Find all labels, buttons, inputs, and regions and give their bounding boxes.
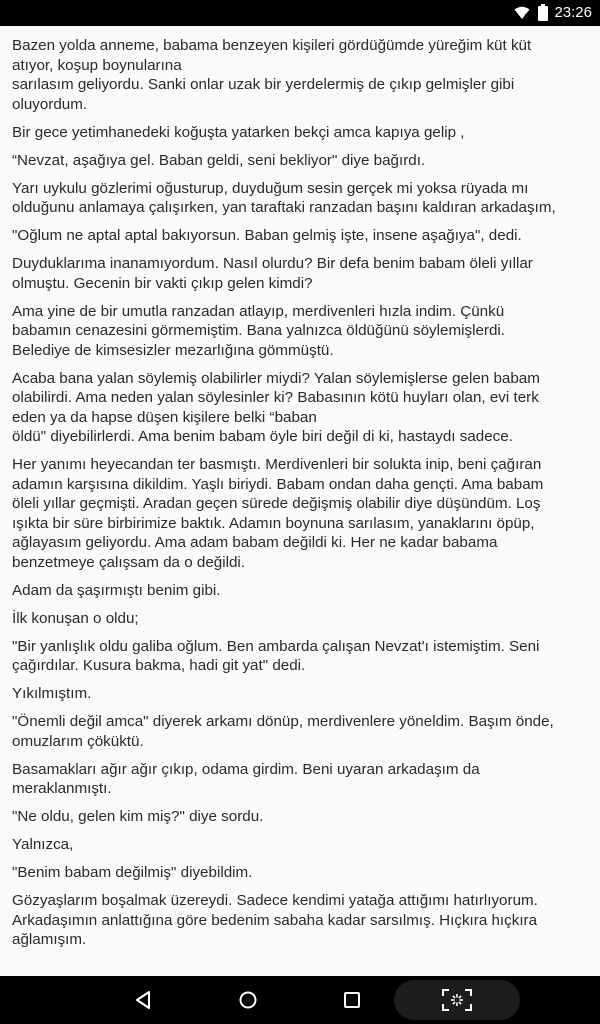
navigation-bar bbox=[0, 976, 600, 1024]
article-paragraph: Duyduklarıma inanamıyordum. Nasıl olurdu? Bir defa benim babam öleli yıllar olmuştu. Gecenin bir vakti çıkıp gelen kimdi? bbox=[12, 255, 533, 292]
article-paragraph: Basamakları ağır ağır çıkıp, odama girdim. Beni uyaran arkadaşım da meraklanmıştı. bbox=[12, 760, 480, 797]
article-paragraph: Bazen yolda anneme, babama benzeyen kişileri gördüğümde yüreğim küt küt atıyor, koşup boynularına sarılasım geliyordu. Sanki onlar uzak bir yerdelermiş de çıkıp gelmişler gibi oluyordum. bbox=[12, 37, 532, 113]
article-paragraph: Her yanımı heyecandan ter basmıştı. Merdivenleri bir solukta inip, beni çağıran adamın karşısına dikildim. Yaşlı biriydi. Babam ondan daha gençti. Ama babam öleli yıllar geçmişti. Aradan geçen sürede değişmiş olabilir diye düşündüm. Loş ışıkta bir süre birbirimize baktık. Adamın boynuna sarılasım, yanaklarını öpüp, ağlayasım geliyordu. Ama adam babam değildi ki. Her ne kadar babama benzetmeye çalışsam da o değildi. bbox=[12, 456, 544, 571]
article-paragraph: Ama yine de bir umutla ranzadan atlayıp, merdivenleri hızla indim. Çünkü babamın cenazesini görmemiştim. Bana yalnızca öldüğünü söylemişlerdi. Belediye de kimsesizler mezarlığına gömmüştü. bbox=[12, 302, 505, 359]
recents-icon bbox=[343, 991, 361, 1009]
article-paragraph: "Oğlum ne aptal aptal bakıyorsun. Baban gelmiş işte, insene aşağıya", dedi. bbox=[12, 227, 522, 244]
home-icon bbox=[238, 990, 258, 1010]
article-paragraph: Acaba bana yalan söylemiş olabilirler miydi? Yalan söylemişlerse gelen babam olabilirdi. Ama neden yalan söylesinler ki? Babasının kötü huyları olan, evi terk eden ya da hapse düşen kişilere belki “baban öldü" diyebilirlerdi. Ama benim babam öyle biri değil di ki, hastaydı sadece. bbox=[12, 369, 540, 445]
status-bar bbox=[0, 0, 600, 26]
back-icon bbox=[134, 990, 154, 1010]
article-paragraph: "Ne oldu, gelen kim miş?" diye sordu. bbox=[12, 808, 264, 825]
screenshot-capture-icon bbox=[441, 988, 473, 1012]
article-text bbox=[0, 26, 600, 950]
article-paragraph: Adam da şaşırmıştı benim gibi. bbox=[12, 581, 221, 599]
wifi-icon bbox=[514, 6, 530, 25]
article-paragraph: "Önemli değil amca" diyerek arkamı dönüp, merdivenlere yöneldim. Başım önde, omuzlarım çöküktü. bbox=[12, 713, 554, 750]
article-paragraph: Yalnızca, bbox=[12, 836, 74, 853]
article-paragraph: "Benim babam değilmiş" diyebildim. bbox=[12, 864, 253, 881]
screenshot-capture-button[interactable] bbox=[394, 980, 520, 1020]
article-paragraph: İlk konuşan o oldu; bbox=[12, 609, 139, 627]
article-paragraph: Gözyaşlarım boşalmak üzereydi. Sadece kendimi yatağa attığımı hatırlıyorum. Arkadaşımın anlattığına göre bedenim sabaha kadar sarsılmış. Hıçkıra hıçkıra ağlamışım. bbox=[12, 892, 538, 948]
back-button[interactable] bbox=[124, 984, 164, 1016]
article-paragraph: "Bir yanlışlık oldu galiba oğlum. Ben ambarda çalışan Nevzat'ı istemiştim. Seni çağırdılar. Kusura bakma, hadi git yat" dedi. bbox=[12, 637, 540, 674]
recents-button[interactable] bbox=[332, 984, 372, 1016]
article-paragraph: Yarı uykulu gözlerimi oğusturup, duyduğum sesin gerçek mi yoksa rüyada mı olduğunu anlamaya çalışırken, yan taraftaki ranzadan başını kaldıran arkadaşım, bbox=[12, 179, 556, 216]
status-time: 23:26 bbox=[554, 4, 592, 21]
article-paragraph: Yıkılmıştım. bbox=[12, 685, 92, 702]
battery-icon bbox=[538, 4, 548, 26]
home-button[interactable] bbox=[228, 984, 268, 1016]
article-paragraph: “Nevzat, aşağıya gel. Baban geldi, seni bekliyor" diye bağırdı. bbox=[12, 151, 426, 169]
reader-view[interactable] bbox=[0, 26, 600, 976]
article-paragraph: Bir gece yetimhanedeki koğuşta yatarken bekçi amca kapıya gelip , bbox=[12, 123, 465, 141]
